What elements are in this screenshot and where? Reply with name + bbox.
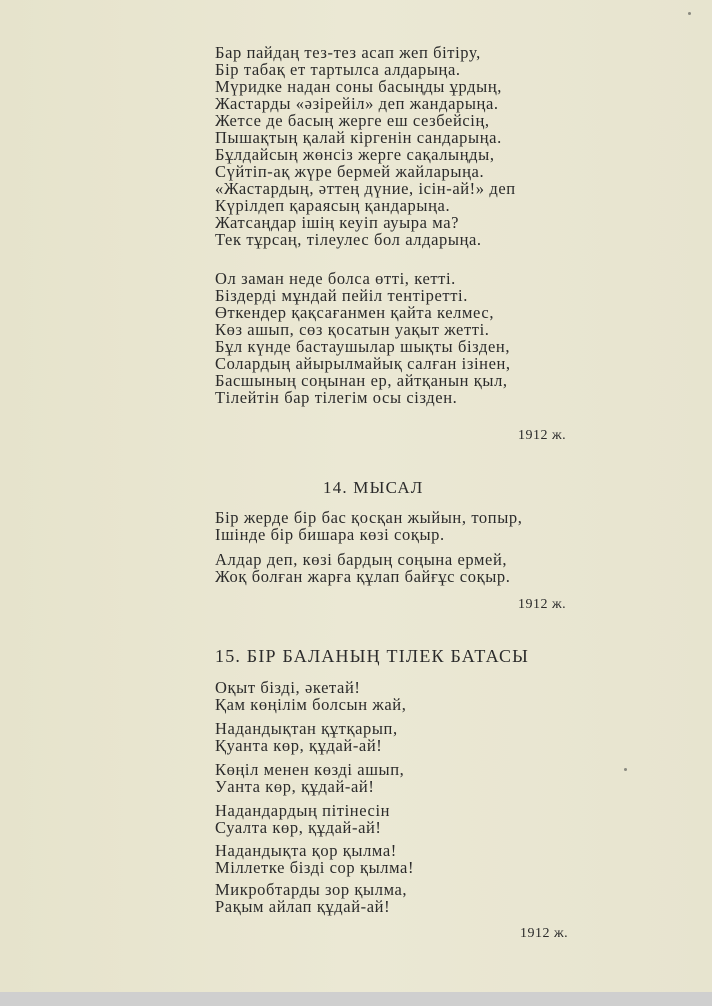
verse-line: Қуанта көр, құдай-ай! <box>215 736 383 755</box>
verse-line: Бұлдайсың жөнсіз жерге сақалыңды, <box>215 145 495 164</box>
verse-line: Бар пайдаң тез-тез асап жеп бітіру, <box>215 43 481 62</box>
verse-line: Жоқ болған жарға құлап байғұс соқыр. <box>215 567 511 586</box>
verse-line: Бұл күнде бастаушылар шықты бізден, <box>215 337 511 356</box>
scan-edge <box>0 992 712 1006</box>
verse-line: Рақым айлап құдай-ай! <box>215 897 391 916</box>
verse-line: Тілейтін бар тілегім осы сізден. <box>215 388 458 407</box>
verse-line: Көз ашып, сөз қосатын уақыт жетті. <box>215 320 490 339</box>
verse-line: Надандардың пітінесін <box>215 801 391 820</box>
poem-date: 1912 ж. <box>518 597 567 612</box>
verse-line: Жастарды «әзірейіл» деп жандарыңа. <box>215 94 499 113</box>
verse-line: Солардың айырылмайық салған ізінен, <box>215 354 511 373</box>
verse-line: Надандықта қор қылма! <box>215 841 397 860</box>
verse-line: Басшының соңынан ер, айтқанын қыл, <box>215 371 508 390</box>
verse-line: Мүридке надан соны басыңды ұрдың, <box>215 77 502 96</box>
verse-line: Микробтарды зор қылма, <box>215 880 408 899</box>
page-speck <box>688 12 691 15</box>
verse-line: Көңіл менен көзді ашып, <box>215 760 405 779</box>
verse-line: Алдар деп, көзі бардың соңына ермей, <box>215 550 508 569</box>
verse-line: Жетсе де басың жерге еш сезбейсің, <box>215 111 490 130</box>
verse-line: Біздерді мұндай пейіл тентіретті. <box>215 286 468 305</box>
verse-line: Суалта көр, құдай-ай! <box>215 818 382 837</box>
verse-line: Оқыт бізді, әкетай! <box>215 678 361 697</box>
verse-line: Жатсаңдар ішің кеуіп ауыра ма? <box>215 213 460 232</box>
verse-line: Бір табақ ет тартылса алдарыңа. <box>215 60 461 79</box>
page-speck <box>624 768 627 771</box>
verse-line: Ол заман неде болса өтті, кетті. <box>215 269 456 288</box>
poem-title: 14. МЫСАЛ <box>323 478 424 497</box>
verse-line: Қам көңілім болсын жай, <box>215 695 407 714</box>
verse-line: Тек тұрсаң, тілеулес бол алдарыңа. <box>215 230 482 249</box>
verse-line: Уанта көр, құдай-ай! <box>215 777 375 796</box>
verse-line: Бір жерде бір бас қосқан жыйын, топыр, <box>215 508 523 527</box>
verse-line: Сүйтіп-ақ жүре бермей жайларыңа. <box>215 162 485 181</box>
poem-date: 1912 ж. <box>520 926 569 941</box>
verse-line: Надандықтан құтқарып, <box>215 719 398 738</box>
verse-line: Күрілдеп қараясың қандарыңа. <box>215 196 451 215</box>
verse-line: Міллетке бізді сор қылма! <box>215 858 415 877</box>
verse-line: «Жастардың, әттең дүние, ісін-ай!» деп <box>215 179 516 198</box>
poem-title: 15. БІР БАЛАНЫҢ ТІЛЕК БАТАСЫ <box>215 646 530 666</box>
poem-date: 1912 ж. <box>518 428 567 443</box>
verse-line: Өткендер қақсағанмен қайта келмес, <box>215 303 495 322</box>
verse-line: Пышақтың қалай кіргенін сандарыңа. <box>215 128 502 147</box>
verse-line: Ішінде бір бишара көзі соқыр. <box>215 525 445 544</box>
